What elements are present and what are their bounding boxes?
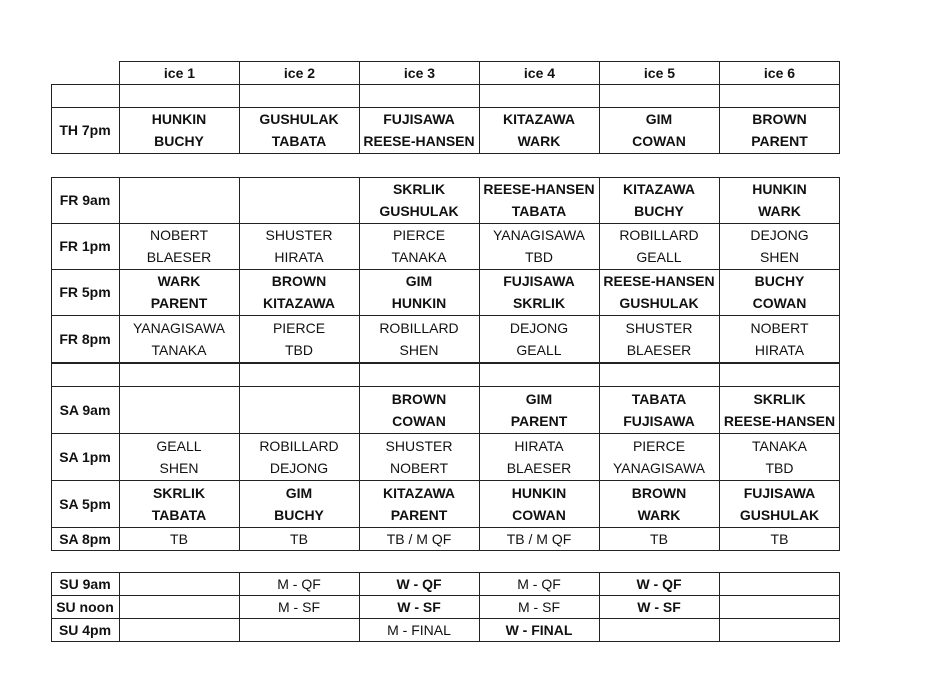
game-cell xyxy=(719,223,840,269)
game-cell xyxy=(599,315,719,362)
time-slot-label: FR 1pm xyxy=(59,238,111,254)
game-cell xyxy=(719,527,840,550)
game-cell xyxy=(479,527,599,550)
game-cell xyxy=(119,107,239,153)
game-cell xyxy=(359,480,479,527)
game-cell xyxy=(359,315,479,362)
game-cell xyxy=(479,269,599,315)
team-2: TBD xyxy=(285,341,313,358)
team-2: REESE-HANSEN xyxy=(723,412,836,429)
game-cell xyxy=(239,223,359,269)
team-1: DEJONG xyxy=(750,227,809,243)
team-1: GUSHULAK xyxy=(259,111,339,127)
time-slot-label: SA 1pm xyxy=(59,448,111,465)
game-cell xyxy=(359,618,479,641)
game-cell xyxy=(359,177,479,223)
team-2: GUSHULAK xyxy=(619,295,699,311)
game-cell xyxy=(599,223,719,269)
game-cell xyxy=(479,433,599,480)
team-1: SHUSTER xyxy=(265,227,333,243)
time-slot-label: SA 5pm xyxy=(59,495,111,512)
game-cell xyxy=(239,480,359,527)
team-1: GIM xyxy=(525,390,553,407)
game-cell xyxy=(599,527,719,550)
time-slot-label: FR 9am xyxy=(59,192,111,208)
team-2: YANAGISAWA xyxy=(612,459,706,476)
game-cell xyxy=(119,572,239,595)
team-1: HIRATA xyxy=(514,437,564,454)
game-cell xyxy=(599,433,719,480)
game-cell xyxy=(239,269,359,315)
game-cell xyxy=(119,223,239,269)
ice-header-2: ice 2 xyxy=(239,61,360,85)
game-cell xyxy=(359,269,479,315)
team-1: W - QF xyxy=(636,575,682,592)
game-cell xyxy=(359,386,479,433)
game-cell xyxy=(119,480,239,527)
team-2: HUNKIN xyxy=(391,295,447,311)
game-cell xyxy=(479,107,599,153)
game-cell xyxy=(719,433,840,480)
team-2: BLAESER xyxy=(146,249,212,265)
game-cell xyxy=(119,618,239,641)
team-2: BUCHY xyxy=(154,133,204,149)
team-1: REESE-HANSEN xyxy=(483,181,595,197)
team-1: M - QF xyxy=(517,575,561,592)
team-2: TABATA xyxy=(151,506,207,523)
game-cell xyxy=(359,527,479,550)
game-cell xyxy=(359,223,479,269)
game-cell xyxy=(719,595,840,618)
game-cell xyxy=(719,177,840,223)
game-cell xyxy=(239,107,359,153)
team-1: PIERCE xyxy=(632,437,686,454)
team-1: TB xyxy=(770,530,789,547)
team-2: TABATA xyxy=(511,203,567,219)
team-2: FUJISAWA xyxy=(623,412,695,429)
game-cell xyxy=(599,480,719,527)
team-1: BROWN xyxy=(271,273,327,289)
team-1: M - SF xyxy=(278,598,320,615)
team-2: WARK xyxy=(637,506,681,523)
game-cell xyxy=(119,269,239,315)
team-1: M - SF xyxy=(518,598,560,615)
ice-header-3: ice 3 xyxy=(359,61,480,85)
game-cell xyxy=(479,572,599,595)
game-cell xyxy=(599,107,719,153)
game-cell xyxy=(479,223,599,269)
team-2: REESE-HANSEN xyxy=(363,133,475,149)
team-1: SKRLIK xyxy=(753,390,806,407)
team-1: KITAZAWA xyxy=(502,111,576,127)
time-slot-label: TH 7pm xyxy=(59,122,111,138)
team-1: TABATA xyxy=(631,390,687,407)
team-1: M - FINAL xyxy=(387,621,451,638)
team-1: TB / M QF xyxy=(506,530,572,547)
time-slot-label: SA 9am xyxy=(59,401,111,418)
team-2: SHEN xyxy=(760,249,799,265)
team-2: SHEN xyxy=(399,341,439,358)
game-cell xyxy=(119,595,239,618)
team-2: TABATA xyxy=(271,133,327,149)
team-1: SHUSTER xyxy=(625,319,693,336)
game-cell xyxy=(719,386,840,433)
game-cell xyxy=(599,386,719,433)
game-cell xyxy=(719,269,840,315)
team-1: FUJISAWA xyxy=(383,111,455,127)
team-1: GIM xyxy=(285,484,313,501)
team-1: W - SF xyxy=(397,598,441,615)
game-cell xyxy=(239,618,359,641)
game-cell xyxy=(359,572,479,595)
team-1: HUNKIN xyxy=(511,484,567,501)
team-1: PIERCE xyxy=(272,319,326,336)
team-2: BUCHY xyxy=(274,506,324,523)
team-2: SKRLIK xyxy=(512,295,566,311)
ice-header-6: ice 6 xyxy=(719,61,840,85)
team-1: BROWN xyxy=(391,390,447,407)
team-2: BUCHY xyxy=(634,203,684,219)
team-1: BROWN xyxy=(631,484,687,501)
game-cell xyxy=(359,107,479,153)
team-1: FUJISAWA xyxy=(743,484,816,501)
team-2: PARENT xyxy=(390,506,448,523)
team-2: BLAESER xyxy=(626,341,692,358)
game-cell xyxy=(599,177,719,223)
team-1: DEJONG xyxy=(509,319,569,336)
team-2: HIRATA xyxy=(754,341,805,358)
game-cell xyxy=(119,386,239,433)
team-2: PARENT xyxy=(510,412,568,429)
team-1: GIM xyxy=(645,111,673,127)
team-1: REESE-HANSEN xyxy=(603,273,715,289)
team-2: WARK xyxy=(517,133,561,149)
team-2: KITAZAWA xyxy=(262,295,336,311)
team-1: FUJISAWA xyxy=(503,273,575,289)
team-2: GUSHULAK xyxy=(739,506,820,523)
game-cell xyxy=(239,527,359,550)
game-cell xyxy=(239,572,359,595)
team-1: HUNKIN xyxy=(752,181,807,197)
game-cell xyxy=(119,177,239,223)
team-1: WARK xyxy=(157,273,201,289)
team-2: PARENT xyxy=(150,295,208,311)
team-2: TANAKA xyxy=(391,249,447,265)
team-2: COWAN xyxy=(512,506,566,523)
team-1: TB xyxy=(650,530,668,547)
time-slot-label: FR 8pm xyxy=(59,330,111,347)
team-1: KITAZAWA xyxy=(382,484,456,501)
team-1: ROBILLARD xyxy=(259,437,339,454)
game-cell xyxy=(359,433,479,480)
team-2: COWAN xyxy=(632,133,686,149)
team-1: HUNKIN xyxy=(151,111,207,127)
time-slot-label: SU 9am xyxy=(59,575,111,592)
game-cell xyxy=(359,595,479,618)
team-1: SKRLIK xyxy=(392,181,446,197)
game-cell xyxy=(119,433,239,480)
game-cell xyxy=(239,315,359,362)
game-cell xyxy=(719,107,840,153)
game-cell xyxy=(719,315,840,362)
team-1: W - SF xyxy=(637,598,681,615)
team-1: M - QF xyxy=(277,575,321,592)
team-2: COWAN xyxy=(392,412,446,429)
team-1: YANAGISAWA xyxy=(132,319,226,336)
team-1: W - QF xyxy=(396,575,442,592)
team-2: WARK xyxy=(758,203,801,219)
game-cell xyxy=(239,386,359,433)
team-1: GIM xyxy=(405,273,433,289)
game-cell xyxy=(239,595,359,618)
team-1: TB xyxy=(290,530,308,547)
game-cell xyxy=(599,572,719,595)
ice-header-4: ice 4 xyxy=(479,61,600,85)
game-cell xyxy=(239,177,359,223)
team-2: TBD xyxy=(765,459,794,476)
game-cell xyxy=(119,527,239,550)
ice-header-1: ice 1 xyxy=(119,61,240,85)
team-2: HIRATA xyxy=(274,249,324,265)
time-slot-label: SU noon xyxy=(56,598,114,615)
game-cell xyxy=(239,433,359,480)
game-cell xyxy=(719,572,840,595)
team-1: YANAGISAWA xyxy=(492,227,586,243)
team-1: BUCHY xyxy=(754,273,805,289)
team-2: BLAESER xyxy=(506,459,572,476)
team-1: ROBILLARD xyxy=(619,227,699,243)
team-1: NOBERT xyxy=(750,319,809,336)
team-1: GEALL xyxy=(156,437,202,454)
game-cell xyxy=(479,386,599,433)
team-1: TANAKA xyxy=(752,437,807,454)
team-2: SHEN xyxy=(159,459,199,476)
time-slot-label: SU 4pm xyxy=(58,621,112,638)
team-1: BROWN xyxy=(752,111,807,127)
team-1: SKRLIK xyxy=(152,484,206,501)
team-1: W - FINAL xyxy=(505,621,573,638)
game-cell xyxy=(479,177,599,223)
time-slot-label: FR 5pm xyxy=(59,284,111,300)
game-cell xyxy=(119,315,239,362)
game-cell xyxy=(719,618,840,641)
team-1: NOBERT xyxy=(149,227,209,243)
team-1: SHUSTER xyxy=(385,437,453,454)
game-cell xyxy=(479,315,599,362)
game-cell xyxy=(479,480,599,527)
game-cell xyxy=(479,595,599,618)
team-2: GUSHULAK xyxy=(379,203,459,219)
team-1: TB / M QF xyxy=(386,530,452,547)
team-2: TANAKA xyxy=(151,341,207,358)
team-2: GEALL xyxy=(636,249,682,265)
time-slot-label: SA 8pm xyxy=(59,530,111,547)
team-1: TB xyxy=(170,530,188,547)
ice-header-5: ice 5 xyxy=(599,61,720,85)
game-cell xyxy=(479,618,599,641)
game-cell xyxy=(599,595,719,618)
game-cell xyxy=(719,480,840,527)
team-2: COWAN xyxy=(752,295,807,311)
team-1: KITAZAWA xyxy=(622,181,696,197)
team-2: GEALL xyxy=(516,341,562,358)
game-cell xyxy=(599,618,719,641)
team-1: PIERCE xyxy=(392,227,446,243)
team-2: DEJONG xyxy=(269,459,329,476)
game-cell xyxy=(599,269,719,315)
team-2: TBD xyxy=(525,249,553,265)
team-1: ROBILLARD xyxy=(379,319,459,336)
team-2: NOBERT xyxy=(389,459,449,476)
team-2: PARENT xyxy=(751,133,808,149)
